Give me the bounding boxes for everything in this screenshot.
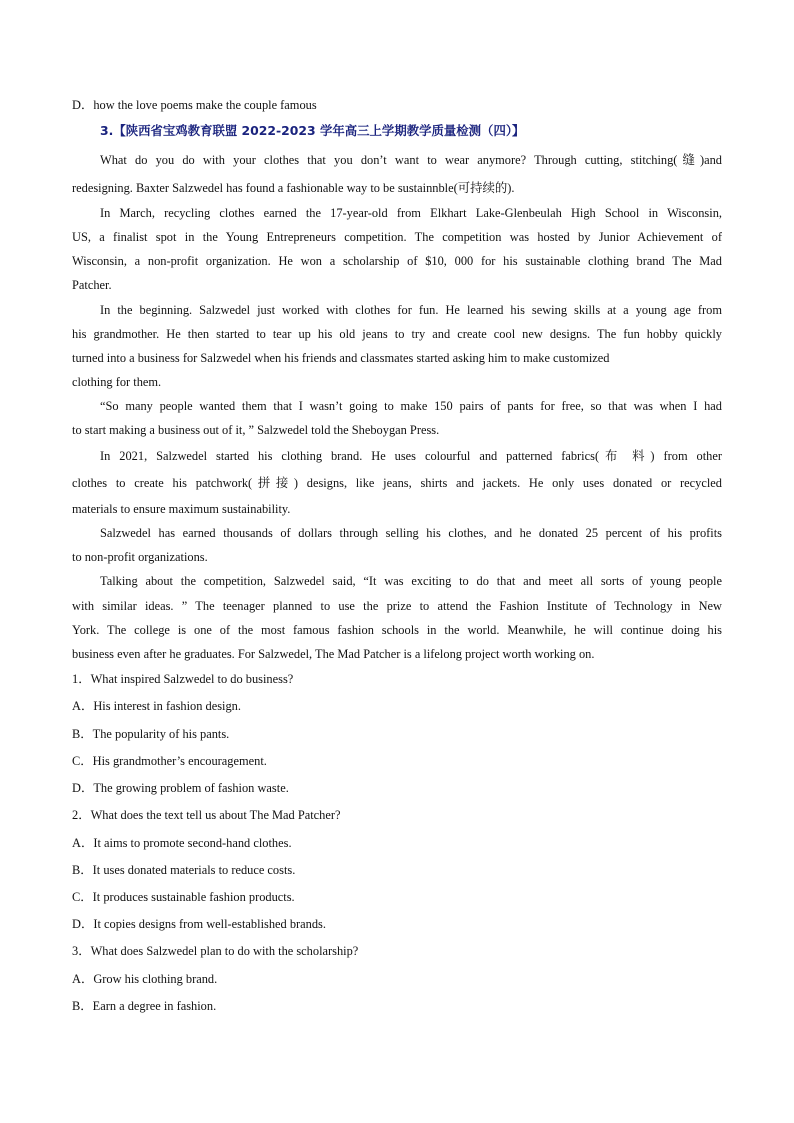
question-option: D．The growing problem of fashion waste. [72,781,289,795]
passage-line: materials to ensure maximum sustainability. [72,502,291,516]
passage-line: What do you do with your clothes that you don’t want to wear anymore? Through cutting, stitching(缝)and [100,153,722,167]
passage-line: with similar ideas. ” The teenager planned to use the prize to attend the Fashion Institute of Technology in New [72,599,722,613]
passage-line: Wisconsin, a non-profit organization. He won a scholarship of $10, 000 for his sustainable clothing brand The Mad [72,254,722,268]
passage-line: “So many people wanted them that I wasn’t going to make 150 pairs of pants for free, so that was when I had [100,399,722,413]
passage-line: clothing for them. [72,375,162,389]
passage-line: his grandmother. He then started to tear up his old jeans to try and create cool new designs. The fun hobby quickly [72,327,722,341]
question-stem: 3．What does Salzwedel plan to do with the scholarship? [72,944,359,958]
question-option: B．It uses donated materials to reduce costs. [72,863,296,877]
passage-line: York. The college is one of the most famous fashion schools in the world. Meanwhile, he will continue doing his [72,623,722,637]
question-option: C．His grandmother’s encouragement. [72,754,267,768]
question-option: A．Grow his clothing brand. [72,972,218,986]
passage-line: In the beginning. Salzwedel just worked with clothes for fun. He learned his sewing skills at a young age from [100,303,722,317]
passage-line: clothes to create his patchwork(拼接) designs, like jeans, shirts and jackets. He only uses donated or recycled [72,476,722,490]
question-option: C．It produces sustainable fashion products. [72,890,295,904]
source-label: 3.【陕西省宝鸡教育联盟 2022-2023 学年高三上学期教学质量检测（四）】 [100,123,525,138]
passage-line: Patcher. [72,278,112,292]
passage-line: In March, recycling clothes earned the 17-year-old from Elkhart Lake-Glenbeulah High School in Wisconsin, [100,206,722,220]
passage-line: Salzwedel has earned thousands of dollars through selling his clothes, and he donated 25 percent of his profits [100,526,722,540]
question-option: A．His interest in fashion design. [72,699,241,713]
previous-option-d: D．how the love poems make the couple famous [72,98,317,112]
passage-line: US, a finalist spot in the Young Entrepreneurs competition. The competition was hosted by Junior Achievement of [72,230,722,244]
question-stem: 1．What inspired Salzwedel to do business? [72,672,294,686]
passage-line: to non-profit organizations. [72,550,208,564]
question-option: A．It aims to promote second-hand clothes. [72,836,292,850]
passage-line: turned into a business for Salzwedel when his friends and classmates started asking him to make customized [72,351,610,365]
question-stem: 2．What does the text tell us about The Mad Patcher? [72,808,341,822]
passage-line: Talking about the competition, Salzwedel said, “It was exciting to do that and meet all sorts of young people [100,574,722,588]
passage-line: redesigning. Baxter Salzwedel has found a fashionable way to be sustainnble(可持续的). [72,181,515,195]
passage-line: In 2021, Salzwedel started his clothing brand. He uses colourful and patterned fabrics(布 料) from other [100,449,722,463]
passage-line: to start making a business out of it, ” Salzwedel told the Sheboygan Press. [72,423,440,437]
question-option: D．It copies designs from well-established brands. [72,917,326,931]
passage-line: business even after he graduates. For Salzwedel, The Mad Patcher is a lifelong project worth working on. [72,647,595,661]
question-option: B．Earn a degree in fashion. [72,999,217,1013]
question-option: B．The popularity of his pants. [72,727,230,741]
